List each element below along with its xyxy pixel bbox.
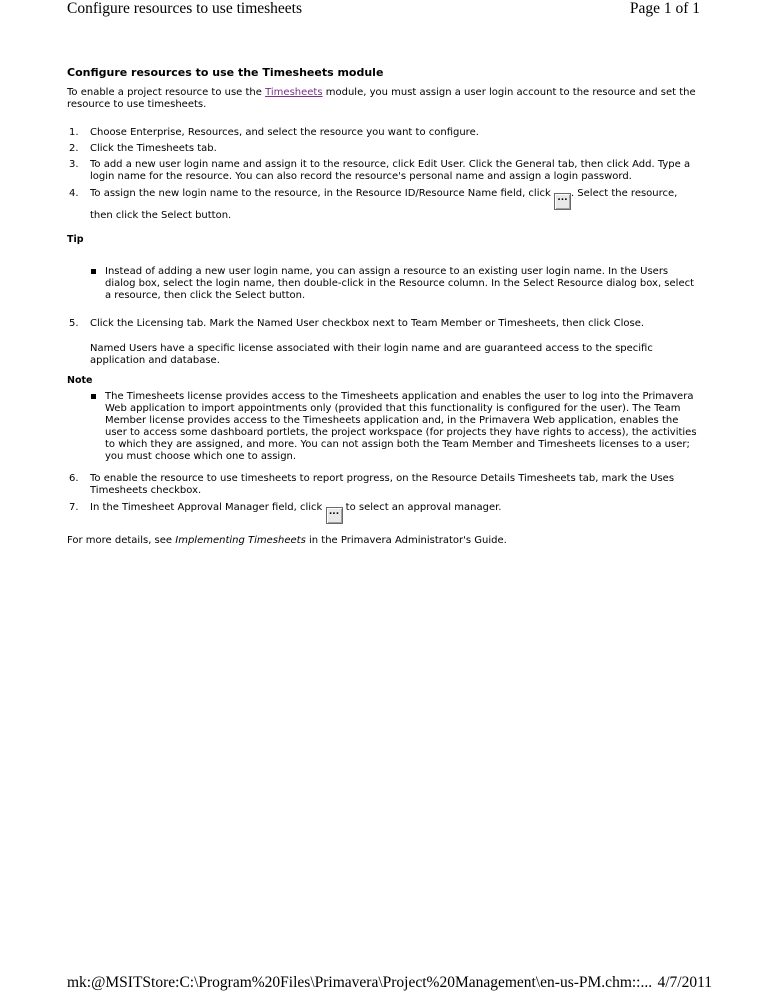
step-number: 4. xyxy=(69,188,79,199)
tip-label: Tip xyxy=(67,234,84,245)
page-title: Configure resources to use the Timesheets module xyxy=(67,66,384,79)
step-text: To enable the resource to use timesheets to report progress, on the Resource Details Timesheets tab, mark the Uses Timesheets checkbox. xyxy=(90,473,675,496)
intro-text-before: To enable a project resource to use the xyxy=(67,87,266,98)
source-url: mk:@MSITStore:C:\Program%20Files\Primavera\Project%20Management\en-us-PM.chm::... xyxy=(67,974,653,991)
guide-reference: Implementing Timesheets xyxy=(175,535,306,546)
step-3 xyxy=(67,159,701,183)
step-2 xyxy=(67,143,701,155)
note-item xyxy=(67,391,701,463)
page-number: Page 1 of 1 xyxy=(629,0,700,17)
step-text-before: To assign the new login name to the resource, in the Resource ID/Resource Name field, click xyxy=(90,188,554,199)
browse-button[interactable]: ... xyxy=(326,507,343,524)
bullet-icon xyxy=(91,394,96,399)
step-text-after: to select an approval manager. xyxy=(342,502,502,513)
step-7 xyxy=(67,502,701,524)
step-number: 6. xyxy=(69,473,79,484)
details-text-before: For more details, see xyxy=(67,535,176,546)
step-6 xyxy=(67,473,701,497)
intro-paragraph xyxy=(67,87,701,111)
step-number: 1. xyxy=(69,127,79,138)
tip-item xyxy=(67,266,701,302)
step-number: 7. xyxy=(69,502,79,513)
details-text-after: in the Primavera Administrator's Guide. xyxy=(305,535,507,546)
timesheets-link[interactable]: Timesheets xyxy=(265,87,323,98)
step-text: Choose Enterprise, Resources, and select the resource you want to configure. xyxy=(90,127,479,138)
document-body xyxy=(67,67,701,547)
step-text-before: In the Timesheet Approval Manager field, click xyxy=(90,502,326,513)
header-title: Configure resources to use timesheets xyxy=(67,0,303,17)
details-paragraph xyxy=(67,535,701,547)
tip-text: Instead of adding a new user login name, you can assign a resource to an existing user login name. In the Users dialog box, select the login name, then double-click in the Resource column. In the Select Resource dialog box, select a resource, then click the Select button. xyxy=(105,266,695,301)
bullet-icon xyxy=(91,269,96,274)
note-text: The Timesheets license provides access to the Timesheets application and enables the user to log into the Primavera Web application to import appointments only (provided that this functionality is configured for the user). The Team Member license provides access to the Timesheets application and, in the Primavera Web application, enables the user to access some dashboard portlets, the project workspace (for projects they have rights to access), the activities to which they are assigned, and more. You can not assign both the Team Member and Timesheets licenses to a user; you must choose which one to assign. xyxy=(105,391,697,462)
step-subtext: Named Users have a specific license associated with their login name and are guaranteed access to the specific application and database. xyxy=(90,343,653,366)
step-1 xyxy=(67,127,701,139)
page-footer xyxy=(67,974,712,994)
step-text-after: . Select the resource, then click the Select button. xyxy=(90,188,678,221)
step-number: 3. xyxy=(69,159,79,170)
browse-button[interactable]: ... xyxy=(554,193,571,210)
step-text: Click the Timesheets tab. xyxy=(90,143,217,154)
step-4 xyxy=(67,188,701,222)
step-text: Click the Licensing tab. Mark the Named User checkbox next to Team Member or Timesheets, then click Close. xyxy=(90,318,645,329)
page-header xyxy=(67,0,700,20)
step-5 xyxy=(67,318,701,367)
step-number: 2. xyxy=(69,143,79,154)
intro-text-after: module, you must assign a user login account to the resource and set the resource to use timesheets. xyxy=(67,87,696,110)
step-number: 5. xyxy=(69,318,79,329)
note-label: Note xyxy=(67,375,93,386)
step-text: To add a new user login name and assign it to the resource, click Edit User. Click the General tab, then click Add. Type a login name for the resource. You can also record the resource's personal name and assign a login password. xyxy=(90,159,691,182)
print-date: 4/7/2011 xyxy=(657,974,712,991)
